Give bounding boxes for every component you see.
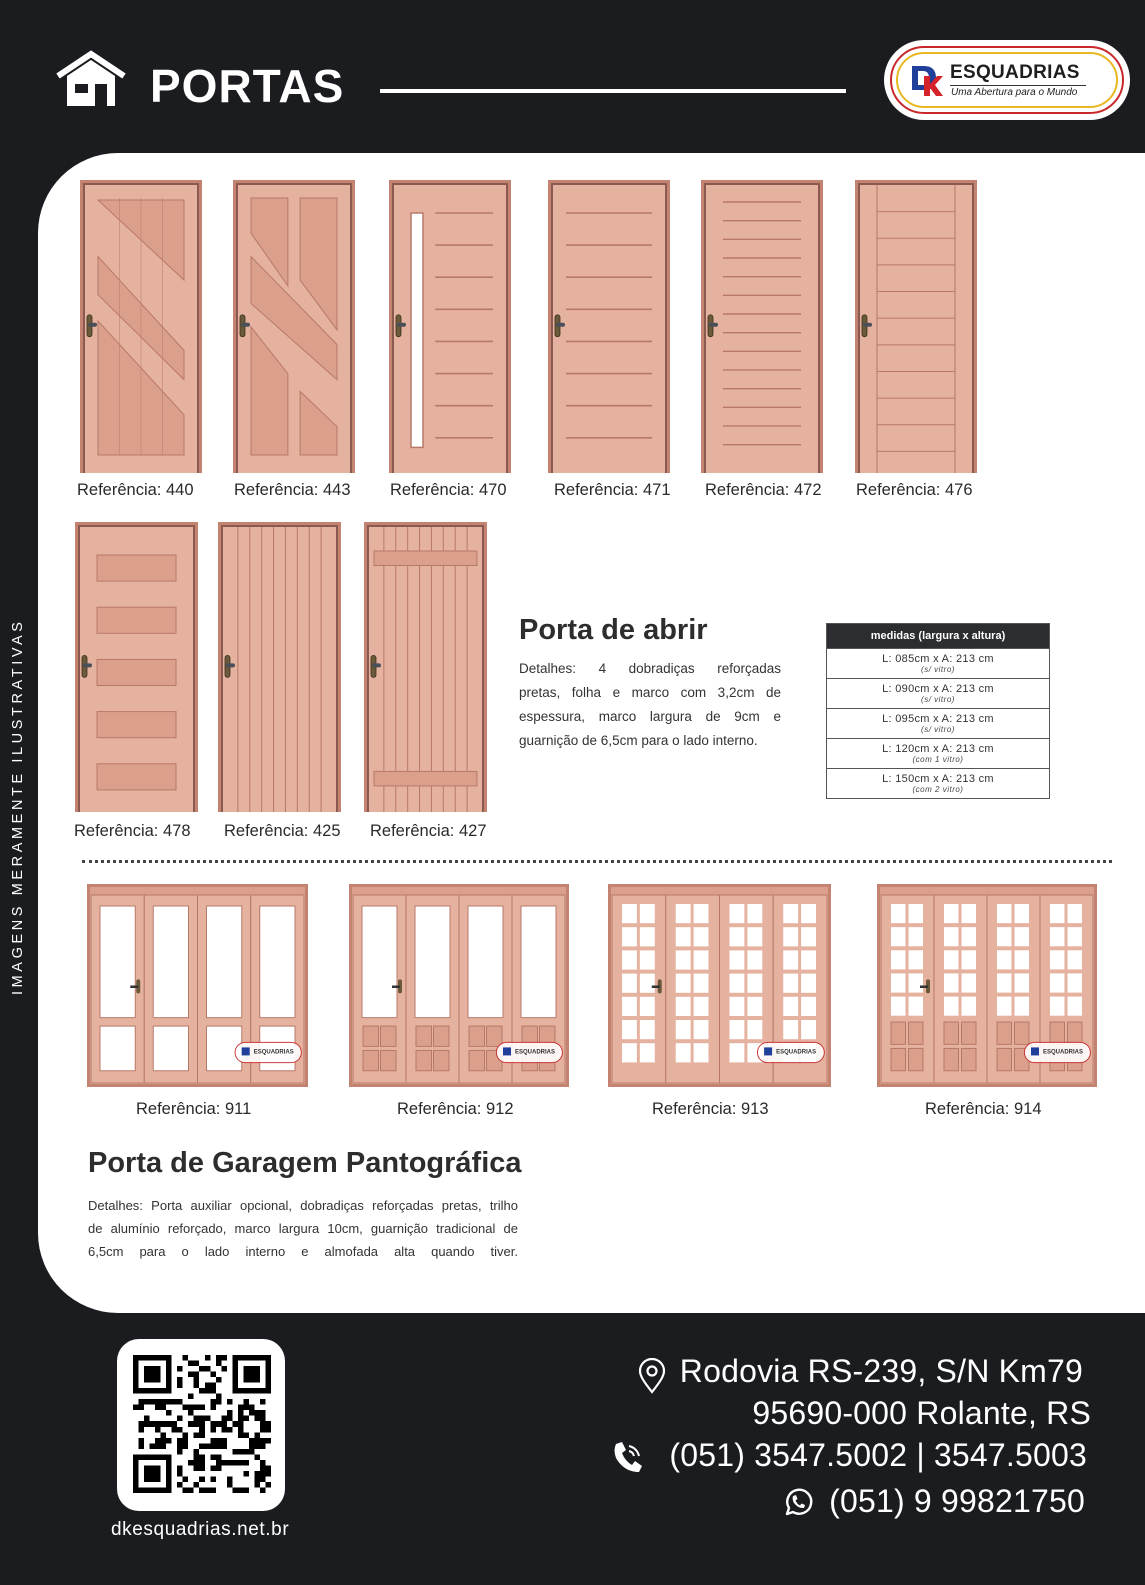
door-image-horizontal-grooves-14	[701, 180, 823, 473]
measure-dimension: L: 095cm x A: 213 cm	[882, 713, 994, 725]
door-image-glass-with-panels	[349, 884, 569, 1087]
reference-label: Referência: 914	[925, 1100, 1042, 1118]
measure-note: (s/ vitro)	[921, 665, 955, 674]
reference-label: Referência: 478	[74, 822, 191, 840]
details-line: de alumínio reforçado, marco largura 10cm, guarnição tradicional de	[88, 1221, 518, 1236]
reference-label: Referência: 427	[370, 822, 487, 840]
website-link[interactable]: dkesquadrias.net.br	[111, 1519, 290, 1540]
section-divider	[82, 860, 1112, 863]
reference-label: Referência: 440	[77, 481, 194, 499]
svg-text:ESQUADRIAS: ESQUADRIAS	[776, 1049, 817, 1056]
side-note: IMAGENS MERAMENTE ILUSTRATIVAS	[10, 618, 26, 995]
measure-dimension: L: 150cm x A: 213 cm	[882, 773, 994, 785]
door-image-horizontal-boards	[855, 180, 977, 473]
dk-logo-mark-icon	[910, 62, 944, 98]
reference-label: Referência: 425	[224, 822, 341, 840]
whatsapp-icon	[782, 1486, 814, 1518]
door-image-glass-strip-grooves	[389, 180, 511, 473]
details-line: espessura, marco largura de 9cm e	[519, 709, 781, 724]
logo-name: ESQUADRIAS	[950, 62, 1080, 83]
measures-row	[827, 708, 1049, 738]
svg-text:ESQUADRIAS: ESQUADRIAS	[253, 1049, 294, 1056]
measures-table	[826, 623, 1050, 799]
logo-underline	[950, 85, 1086, 86]
door-image-diagonal-planks	[80, 180, 202, 473]
svg-text:ESQUADRIAS: ESQUADRIAS	[1043, 1049, 1084, 1056]
measure-note: (com 2 vitro)	[912, 785, 964, 794]
details-line: guarnição de 6,5cm para o lado interno.	[519, 733, 758, 748]
door-image-horizontal-grooves-8	[548, 180, 670, 473]
door-image-stacked-panels	[75, 522, 198, 812]
measure-note: (s/ vitro)	[921, 695, 955, 704]
measures-row	[827, 768, 1049, 798]
details-line: pretas, folha e marco com 3,2cm de	[519, 685, 781, 700]
address-line-1: Rodovia RS-239, S/N Km79	[679, 1353, 1083, 1389]
door-image-vertical-planks	[218, 522, 341, 812]
reference-label: Referência: 470	[390, 481, 507, 499]
measures-row	[827, 678, 1049, 708]
measures-row	[827, 648, 1049, 678]
phone-icon	[612, 1440, 644, 1474]
reference-label: Referência: 471	[554, 481, 671, 499]
watermark-logo-icon	[757, 1042, 824, 1062]
reference-label: Referência: 476	[856, 481, 973, 499]
measures-header: medidas (largura x altura)	[827, 624, 1049, 648]
location-pin-icon	[638, 1358, 666, 1394]
reference-label: Referência: 472	[705, 481, 822, 499]
door-image-tall-glass	[87, 884, 308, 1087]
door-image-grid-glass-with-panels	[877, 884, 1097, 1087]
house-icon	[55, 50, 127, 108]
garage-title: Porta de Garagem Pantográfica	[88, 1147, 522, 1179]
reference-label: Referência: 443	[234, 481, 351, 499]
logo-tagline: Uma Abertura para o Mundo	[951, 87, 1078, 98]
watermark-logo-icon	[1024, 1042, 1090, 1062]
door-image-diagonal-panels	[233, 180, 355, 473]
porta-abrir-title: Porta de abrir	[519, 614, 708, 646]
phone-numbers[interactable]: (051) 3547.5002 | 3547.5003	[669, 1437, 1087, 1473]
address-line-2: 95690-000 Rolante, RS	[752, 1395, 1091, 1431]
page-title: PORTAS	[150, 60, 345, 112]
watermark-logo-icon	[496, 1042, 562, 1062]
title-rule	[380, 89, 846, 93]
details-line: Detalhes: Porta auxiliar opcional, dobradiças reforçadas pretas, trilho	[88, 1198, 518, 1213]
qr-code-image	[133, 1355, 271, 1493]
details-line: Detalhes: 4 dobradiças reforçadas	[519, 661, 781, 676]
measure-dimension: L: 085cm x A: 213 cm	[882, 653, 994, 665]
measures-row	[827, 738, 1049, 768]
reference-label: Referência: 912	[397, 1100, 514, 1118]
door-image-grid-glass-full	[608, 884, 831, 1087]
measure-note: (com 1 vitro)	[912, 755, 964, 764]
measure-note: (s/ vitro)	[921, 725, 955, 734]
header	[0, 0, 1145, 160]
door-image-vertical-planks-braced	[364, 522, 487, 812]
reference-label: Referência: 911	[136, 1100, 252, 1118]
reference-label: Referência: 913	[652, 1100, 769, 1118]
whatsapp-number[interactable]: (051) 9 99821750	[829, 1483, 1085, 1519]
measure-dimension: L: 090cm x A: 213 cm	[882, 683, 994, 695]
qr-code[interactable]	[117, 1339, 285, 1511]
watermark-logo-icon	[235, 1042, 301, 1062]
measure-dimension: L: 120cm x A: 213 cm	[882, 743, 994, 755]
company-logo	[884, 40, 1130, 120]
svg-text:ESQUADRIAS: ESQUADRIAS	[515, 1049, 556, 1056]
details-line: 6,5cm para o lado interno e almofada alta quando tiver.	[88, 1244, 518, 1259]
